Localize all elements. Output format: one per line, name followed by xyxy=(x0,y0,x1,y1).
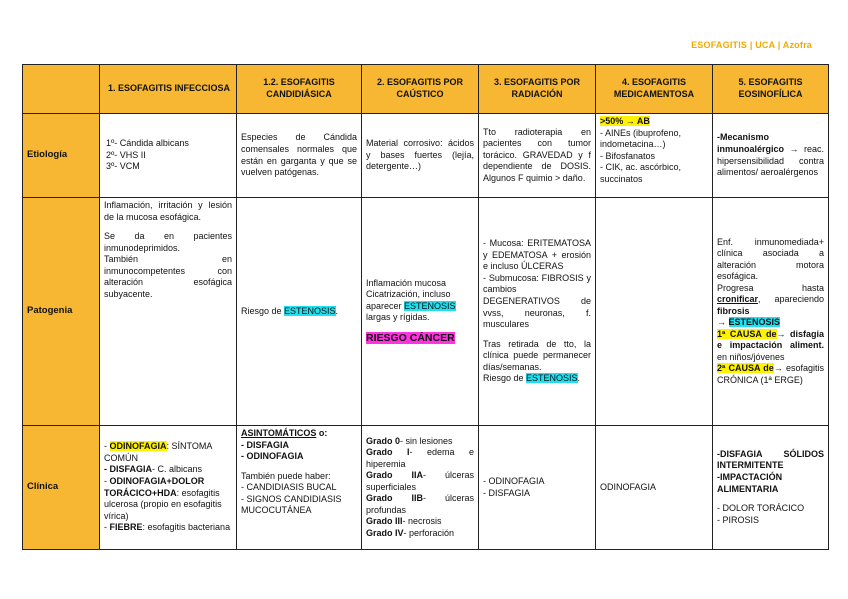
text-line: Progresa hasta xyxy=(717,282,824,293)
header-eosinofilica: 5. ESOFAGITIS EOSINOFÍLICA xyxy=(713,65,829,114)
text-line: → reac. hipersensibilidad contra alimentos/ aeroalérgenos xyxy=(717,143,824,178)
text-line: También puede haber: xyxy=(241,470,331,481)
etiologia-medicamentosa xyxy=(596,114,713,198)
text-line: - perforación xyxy=(403,527,455,538)
text-line: Tras retirada de tto, la clínica puede permanecer días/semanas. xyxy=(483,338,591,372)
document-header-note: ESOFAGITIS | UCA | Azofra xyxy=(691,40,812,50)
header-caustico: 2. ESOFAGITIS POR CAÚSTICO xyxy=(362,65,479,114)
text-line: - DISFAGIA xyxy=(241,439,290,450)
text-line: - CIK, ac. ascórbico, succinatos xyxy=(600,162,682,184)
highlight-odinofagia: ODINOFAGIA xyxy=(109,441,167,452)
text-line: - Mucosa: ERITEMATOSA y EDEMATOSA + erosión e incluso ÚLCERAS xyxy=(483,238,591,272)
text-line: largas y rígidas. xyxy=(366,312,430,323)
bold-text: FIEBRE xyxy=(109,522,143,533)
clinica-eosinofilica xyxy=(713,426,829,550)
bold-text: o: xyxy=(316,428,328,438)
etiologia-eosinofilica xyxy=(713,114,829,198)
text-line: Inflamación, irritación y lesión de la mucosa esofágica. xyxy=(104,200,232,222)
patogenia-medicamentosa xyxy=(596,198,713,426)
patogenia-caustico xyxy=(362,198,479,426)
patogenia-infecciosa xyxy=(100,198,237,426)
bold-text: Grado IIB xyxy=(366,493,423,504)
bold-text: cronificar xyxy=(717,294,759,305)
row-patogenia xyxy=(23,198,829,426)
clinica-candidiasica xyxy=(237,426,362,550)
text-line: Cicatrización, incluso aparecer xyxy=(366,289,451,311)
text-line: - DOLOR TORÁCICO xyxy=(717,503,805,514)
highlight-text: 2ª CAUSA de xyxy=(717,363,774,374)
esofagitis-table xyxy=(22,64,829,550)
clinica-infecciosa: - ODINOFAGIA: SÍNTOMA COMÚN - DISFAGIA- C. albicans - ODINOFAGIA+DOLOR TORÁCICO+HDA: esofagitis ulcerosa (propio en esofagitis vírica) - FIEBRE: esofagitis bacteriana xyxy=(100,426,237,550)
text-line: También en inmunocompetentes con alteración esofágica subyacente. xyxy=(104,254,232,299)
bold-text: - DISFAGIA xyxy=(104,464,153,475)
highlight-text: 1ª CAUSA de xyxy=(717,328,777,339)
text-line: - C. albicans xyxy=(152,464,203,475)
text-line: - SIGNOS CANDIDIASIS MUCOCUTÁNEA xyxy=(241,493,342,516)
header-empty xyxy=(23,65,100,114)
text-line: : esofagitis ulcerosa (propio en esofagitis vírica) xyxy=(104,487,222,521)
etiologia-infecciosa xyxy=(100,114,237,198)
text-line: - Bifosfanatos xyxy=(600,150,656,161)
text-line: Riesgo de xyxy=(483,373,527,384)
text-line: - úlceras superficiales xyxy=(366,470,474,492)
highlight-riesgo-cancer: RIESGO CÁNCER xyxy=(366,331,455,344)
bold-text: -DISFAGIA SÓLIDOS INTERMITENTE xyxy=(717,448,824,471)
row-etiologia xyxy=(23,114,829,198)
row-clinica xyxy=(23,426,829,550)
highlight-estenosis: ESTENOSIS xyxy=(526,373,578,384)
bold-text: Grado IIA xyxy=(366,470,423,481)
text-line: : SÍNTOMA COMÚN xyxy=(104,441,212,463)
bold-text: → disfagia e impactación aliment. xyxy=(717,328,824,351)
bold-text: -Mecanismo inmunoalérgico xyxy=(717,132,785,154)
bold-text: Grado IV xyxy=(366,527,404,538)
text-line: - CANDIDIASIS BUCAL xyxy=(241,482,337,493)
clinica-medicamentosa: ODINOFAGIA xyxy=(596,426,713,550)
highlight-text: >50% → AB xyxy=(600,116,650,126)
text-line: → esofagitis CRÓNICA (1ª ERGE) xyxy=(717,363,824,385)
text-line: en niños/jóvenes xyxy=(717,351,785,362)
arrow-icon: → xyxy=(717,317,729,328)
etiologia-caustico: Material corrosivo: ácidos y bases fuertes (lejía, detergente…) xyxy=(362,114,479,198)
text-line: 1º- Cándida albicans xyxy=(106,138,189,149)
text-line: , apareciendo xyxy=(758,294,824,305)
text-line: . xyxy=(335,305,339,316)
text-line: - AINEs (ibuprofeno, indometacina…) xyxy=(600,127,682,150)
bold-text: Grado III xyxy=(366,516,403,527)
header-candidiasica: 1.2. ESOFAGITIS CANDIDIÁSICA xyxy=(237,65,362,114)
text-line: - sin lesiones xyxy=(400,435,453,446)
text-line: 3º- VCM xyxy=(106,161,140,172)
text-line: - PIROSIS xyxy=(717,514,760,525)
row-label-clinica: Clínica xyxy=(23,426,100,550)
text-line: . xyxy=(577,373,581,384)
etiologia-candidiasica: Especies de Cándida comensales normales que están en garganta y que se vuelven patógenas. xyxy=(237,114,362,198)
header-medicamentosa: 4. ESOFAGITIS MEDICAMENTOSA xyxy=(596,65,713,114)
text-line: : esofagitis bacteriana xyxy=(142,522,231,533)
text-line: Enf. inmunomediada+ clínica asociada a alteración motora esofágica. xyxy=(717,236,824,282)
clinica-caustico xyxy=(362,426,479,550)
text-line: - necrosis xyxy=(402,516,442,527)
text-line: Se da en pacientes inmunodeprimidos. xyxy=(104,231,232,253)
text-line: - DISFAGIA xyxy=(483,487,531,498)
text-line: - ODINOFAGIA xyxy=(483,475,545,486)
header-row xyxy=(23,65,829,114)
bold-text: ASINTOMÁTICOS xyxy=(241,428,317,438)
row-label-etiologia: Etiología xyxy=(23,114,100,198)
text-line: - ODINOFAGIA xyxy=(241,451,304,462)
text-line: - edema e hiperemia xyxy=(366,447,474,469)
header-infecciosa: 1. ESOFAGITIS INFECCIOSA xyxy=(100,65,237,114)
highlight-estenosis: ESTENOSIS xyxy=(728,317,781,328)
text-line: 2º- VHS II xyxy=(106,149,146,160)
bold-text: fibrosis xyxy=(717,305,750,316)
highlight-estenosis: ESTENOSIS xyxy=(404,300,456,311)
bold-text: Grado I xyxy=(366,447,410,458)
text-line: Riesgo de xyxy=(241,305,285,316)
patogenia-radiacion xyxy=(479,198,596,426)
text-line: - úlceras profundas xyxy=(366,493,474,515)
bold-text: ODINOFAGIA+DOLOR TORÁCICO+HDA xyxy=(104,475,205,498)
patogenia-candidiasica xyxy=(237,198,362,426)
row-label-patogenia: Patogenia xyxy=(23,198,100,426)
bold-text: -IMPACTACIÓN ALIMENTARIA xyxy=(717,471,783,494)
text-line: - Submucosa: FIBROSIS y cambios DEGENERATIVOS de vvss, neuronas, f. musculares xyxy=(483,272,591,330)
etiologia-radiacion: Tto radioterapia en pacientes con tumor torácico. GRAVEDAD y f dependiente de DOSIS. Algunos F quimio > daño. xyxy=(479,114,596,198)
patogenia-eosinofilica xyxy=(713,198,829,426)
header-radiacion: 3. ESOFAGITIS POR RADIACIÓN xyxy=(479,65,596,114)
bold-text: Grado 0 xyxy=(366,435,401,446)
clinica-radiacion xyxy=(479,426,596,550)
highlight-estenosis: ESTENOSIS xyxy=(284,305,336,316)
text-line: Inflamación mucosa xyxy=(366,277,447,288)
